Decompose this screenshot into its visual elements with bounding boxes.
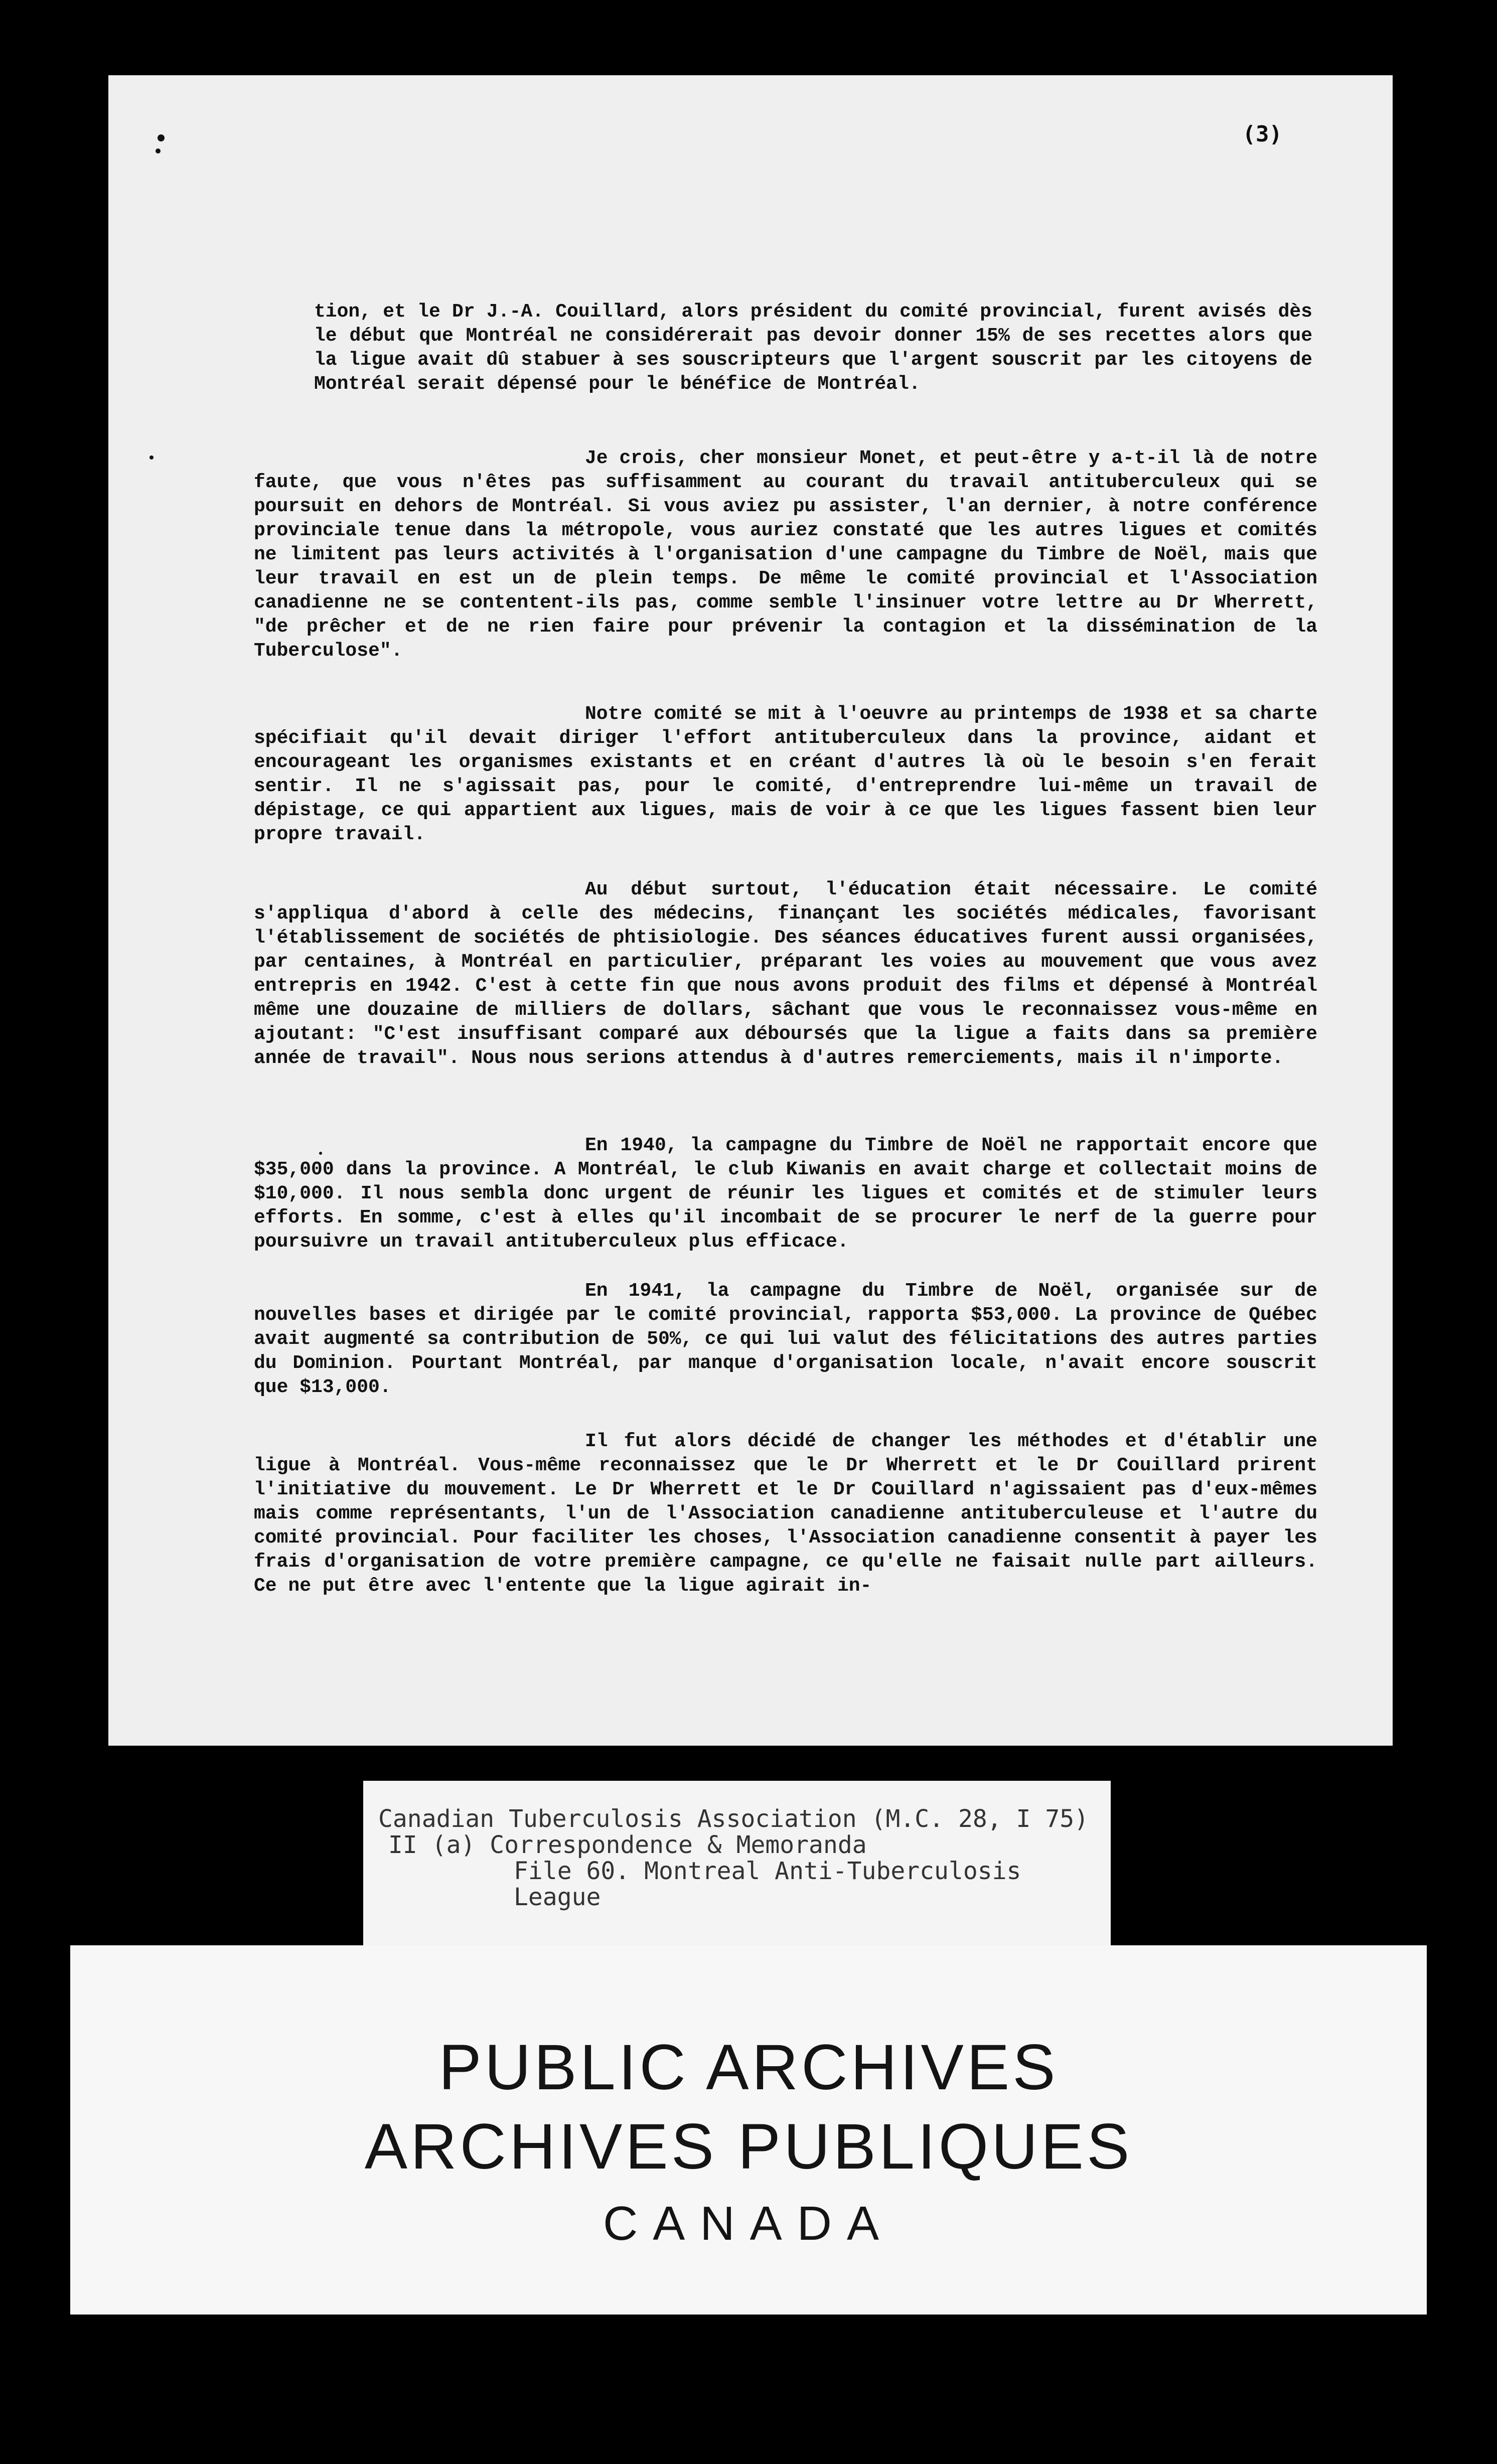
archives-stamp [70,1945,1427,2315]
margin-mark [149,455,154,459]
reference-line: League [514,1883,601,1911]
paragraph: Il fut alors décidé de changer les méthodes et d'établir une ligue à Montréal. Vous-même reconnaissez que le Dr Wherrett et le Dr Couillard prirent l'initiative du mouvement. Le Dr Wherrett et le Dr Couillard n'agissaient pas d'eux-mêmes mais comme représentants, l'un de l'Association canadienne antituberculeuse et l'autre du comité provincial. Pour faciliter les choses, l'Association canadienne consentit à payer les frais d'organisation de votre première campagne, ce qu'elle ne faisait nulle part ailleurs. Ce ne put être avec l'entente que la ligue agirait in- [254,1431,1317,1597]
paragraph: Je crois, cher monsieur Monet, et peut-être y a-t-il là de notre faute, que vous n'êtes pas suffisamment au courant du travail antituberculeux qui se poursuit en dehors de Montréal. Si vous aviez pu assister, l'an dernier, à notre conférence provinciale tenue dans la métropole, vous auriez constaté que les autres ligues et comités ne limitent pas leurs activités à l'organisation d'une campagne du Timbre de Noël, mais que leur travail en est un de plein temps. De même le comité provincial et l'Association canadienne ne se contentent-ils pas, comme semble l'insinuer votre lettre au Dr Wherrett, "de prêcher et de ne rien faire pour prévenir la contagion et la dissémination de la Tuberculose". [254,447,1317,662]
reference-line: II (a) Correspondence & Memoranda [388,1831,867,1859]
margin-mark [158,134,165,141]
document-page [108,75,1393,1746]
margin-mark [156,148,161,153]
page-number: (3) [1242,121,1282,147]
stamp-title-french: ARCHIVES PUBLIQUES [364,2111,1133,2183]
stamp-country: CANADA [603,2197,894,2250]
paragraph: En 1941, la campagne du Timbre de Noël, organisée sur de nouvelles bases et dirigée par le comité provincial, rapporta $53,000. La province de Québec avait augmenté sa contribution de 50%, ce qui lui valut des félicitations des autres parties du Dominion. Pourtant Montréal, par manque d'organisation locale, n'avait encore souscrit que $13,000. [254,1280,1317,1398]
paragraph: tion, et le Dr J.-A. Couillard, alors président du comité provincial, furent avisés dès le début que Montréal ne considérerait pas devoir donner 15% de ses recettes alors que la ligue avait dû stabuer à ses souscripteurs que l'argent souscrit par les citoyens de Montréal serait dépensé pour le bénéfice de Montréal. [314,301,1312,395]
paragraph: Notre comité se mit à l'oeuvre au printemps de 1938 et sa charte spécifiait qu'il devait diriger l'effort antituberculeux dans la province, aidant et encourageant les organismes existants et en créant d'autres là où le besoin s'en ferait sentir. Il ne s'agissait pas, pour le comité, d'entreprendre lui-même un travail de dépistage, ce qui appartient aux ligues, mais de voir à ce que les ligues fassent bien leur propre travail. [254,703,1317,845]
paragraph: Au début surtout, l'éducation était nécessaire. Le comité s'appliqua d'abord à celle des médecins, finançant les sociétés médicales, favorisant l'établissement de sociétés de phtisiologie. Des séances éducatives furent aussi organisées, par centaines, à Montréal en particulier, préparant les voies au mouvement que vous avez entrepris en 1942. C'est à cette fin que nous avons produit des films et dépensé à Montréal même une douzaine de milliers de dollars, sâchant que vous le reconnaissez vous-même en ajoutant: "C'est insuffisant comparé aux déboursés que la ligue a faits dans sa première année de travail". Nous nous serions attendus à d'autres remerciements, mais il n'importe. [254,879,1317,1069]
stamp-title-english: PUBLIC ARCHIVES [438,2032,1059,2103]
paragraph: En 1940, la campagne du Timbre de Noël ne rapportait encore que $35,000 dans la province. A Montréal, le club Kiwanis en avait charge et collectait moins de $10,000. Il nous sembla donc urgent de réunir les ligues et comités et de stimuler leurs efforts. En somme, c'est à elles qu'il incombait de se procurer le nerf de la guerre pour poursuivre un travail antituberculeux plus efficace. [254,1135,1317,1253]
reference-line: Canadian Tuberculosis Association (M.C. 28, I 75) [378,1805,1089,1833]
reference-line: File 60. Montreal Anti-Tuberculosis [514,1857,1021,1885]
reference-slip [363,1781,1111,1947]
